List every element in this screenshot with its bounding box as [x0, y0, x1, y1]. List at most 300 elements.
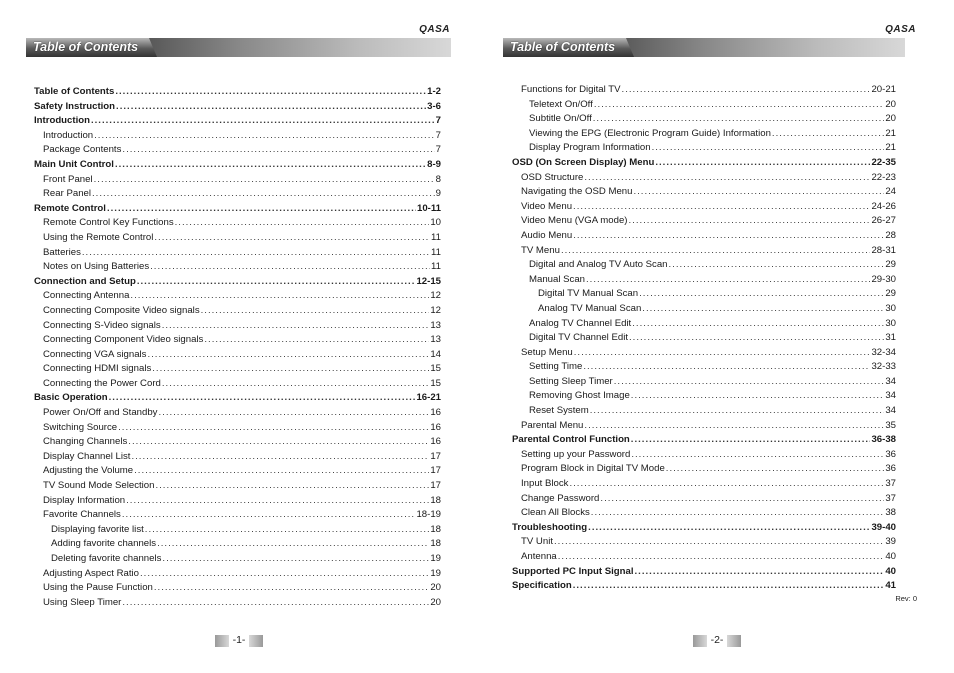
- toc-entry-title: Reset System: [529, 405, 589, 417]
- right-page: [477, 0, 954, 673]
- dot-leader: [584, 171, 870, 186]
- toc-entry: [34, 173, 441, 188]
- toc-entry-page: 20: [430, 582, 441, 594]
- dot-leader: [655, 156, 870, 171]
- toc-entry-page: 20: [430, 596, 441, 608]
- toc-entry: [512, 302, 896, 317]
- toc-entry: [512, 98, 896, 113]
- toc-entry: [512, 389, 896, 404]
- toc-entry: [34, 319, 441, 334]
- toc-entry: [512, 171, 896, 186]
- dot-leader: [155, 479, 429, 494]
- page-footer: [693, 635, 741, 647]
- toc-entry-page: 32-33: [871, 361, 896, 373]
- dot-leader: [162, 552, 429, 567]
- toc-entry-title: Audio Menu: [521, 229, 573, 241]
- toc-entry: [34, 100, 441, 115]
- toc-entry-title: Connecting VGA signals: [43, 348, 147, 360]
- toc-entry-page: 39-40: [871, 521, 896, 533]
- toc-entry-page: 7: [435, 129, 441, 141]
- toc-entry-title: Parental Control Function: [512, 434, 630, 446]
- dot-leader: [201, 304, 430, 319]
- toc-entry-page: 29: [885, 288, 896, 300]
- dot-leader: [140, 567, 429, 582]
- toc-entry-title: Displaying favorite list: [51, 523, 144, 535]
- dot-leader: [122, 143, 434, 158]
- dot-leader: [145, 523, 430, 538]
- toc-entry: [34, 348, 441, 363]
- page-number: -2-: [710, 634, 724, 646]
- dot-leader: [635, 565, 885, 580]
- toc-entry-page: 11: [431, 246, 441, 258]
- toc-entry: [512, 200, 896, 215]
- dot-leader: [669, 258, 885, 273]
- dot-leader: [588, 521, 870, 536]
- dot-leader: [583, 360, 870, 375]
- toc-entry-page: 28: [885, 229, 896, 241]
- toc-entry-page: 16: [430, 436, 441, 448]
- toc-entry-title: Notes on Using Batteries: [43, 261, 150, 273]
- toc-entry-page: 40: [885, 565, 896, 577]
- toc-entry-page: 3-6: [427, 100, 441, 112]
- toc-entry-title: Setting Sleep Timer: [529, 375, 613, 387]
- dot-leader: [594, 98, 885, 113]
- toc-entry: [34, 537, 441, 552]
- toc-entry-title: Change Password: [521, 492, 600, 504]
- toc-entry: [34, 523, 441, 538]
- toc-entry-title: Switching Source: [43, 421, 118, 433]
- toc-entry-page: 37: [885, 492, 896, 504]
- toc-entry-title: Adding favorite channels: [51, 538, 157, 550]
- toc-entry-page: 35: [885, 419, 896, 431]
- toc-entry-page: 16: [430, 421, 441, 433]
- toc-entry-title: Connection and Setup: [34, 275, 136, 287]
- toc-entry: [512, 404, 896, 419]
- toc-entry: [34, 391, 441, 406]
- toc-entry-page: 38: [885, 507, 896, 519]
- toc-entry-page: 1-2: [427, 86, 441, 97]
- toc-entry: [34, 275, 441, 290]
- toc-entry-title: Changing Channels: [43, 436, 128, 448]
- toc-entry-title: Using the Remote Control: [43, 231, 154, 243]
- dot-leader: [573, 229, 884, 244]
- toc-entry-title: Display Program Information: [529, 142, 651, 154]
- toc-entry-page: 18: [430, 538, 441, 550]
- toc-entry-title: Batteries: [43, 246, 81, 258]
- dot-leader: [586, 273, 870, 288]
- toc-entry-title: Video Menu: [521, 200, 573, 212]
- toc-entry-page: 20: [885, 113, 896, 125]
- toc-entry-page: 34: [885, 375, 896, 387]
- dot-leader: [629, 331, 884, 346]
- toc-entry-page: 16: [430, 407, 441, 419]
- toc-entry-title: Parental Menu: [521, 419, 584, 431]
- toc-entry: [512, 550, 896, 565]
- toc-entry-title: Teletext On/Off: [529, 98, 593, 110]
- toc-entry-title: Clean All Blocks: [521, 507, 590, 519]
- toc-entry: [34, 581, 441, 596]
- footer-block-right: [727, 635, 741, 647]
- toc-entry-page: 16-21: [416, 392, 441, 404]
- toc-entry-title: Power On/Off and Standby: [43, 407, 158, 419]
- toc-entry-title: Package Contents: [43, 144, 122, 156]
- toc-entry: [512, 565, 896, 580]
- toc-entry-title: Subtitle On/Off: [529, 113, 592, 125]
- dot-leader: [600, 492, 884, 507]
- dot-leader: [632, 317, 884, 332]
- toc-entry: [512, 492, 896, 507]
- toc-entry-page: 9: [435, 188, 441, 200]
- toc-entry: [512, 127, 896, 142]
- dot-leader: [115, 158, 426, 173]
- toc-entry-title: Connecting S-Video signals: [43, 319, 161, 331]
- toc-entry-title: Basic Operation: [34, 392, 108, 404]
- dot-leader: [94, 129, 435, 144]
- toc-entry-page: 8-9: [427, 158, 441, 170]
- toc-entry: [34, 289, 441, 304]
- toc-entry: [512, 112, 896, 127]
- toc-entry-page: 31: [885, 332, 896, 344]
- toc-entry-page: 37: [885, 478, 896, 490]
- toc-entry-title: Video Menu (VGA mode): [521, 215, 628, 227]
- toc-entry: [512, 83, 896, 98]
- toc-entry-page: 41: [885, 580, 896, 592]
- toc-entry: [34, 596, 441, 611]
- toc-entry-page: 12-15: [416, 275, 441, 287]
- toc-entry-page: 11: [431, 261, 441, 273]
- dot-leader: [574, 346, 871, 361]
- toc-entry-page: 29-30: [871, 273, 896, 285]
- toc-entry-page: 22-23: [871, 171, 896, 183]
- toc-entry-title: Setup Menu: [521, 346, 573, 358]
- toc-entry: [34, 158, 441, 173]
- toc-banner: [503, 38, 905, 57]
- dot-leader: [91, 114, 435, 129]
- dot-leader: [631, 433, 871, 448]
- toc-entry-title: TV Unit: [521, 536, 553, 548]
- toc-entry-title: Remote Control Key Functions: [43, 217, 174, 229]
- toc-entry: [512, 521, 896, 536]
- dot-leader: [642, 302, 884, 317]
- dot-leader: [126, 494, 429, 509]
- dot-leader: [122, 596, 429, 611]
- toc-entry-page: 10: [430, 217, 441, 229]
- dot-leader: [631, 389, 885, 404]
- footer-block-left: [215, 635, 229, 647]
- toc-entry-title: Analog TV Channel Edit: [529, 317, 632, 329]
- dot-leader: [614, 375, 885, 390]
- toc-entry: [34, 216, 441, 231]
- dot-leader: [162, 377, 429, 392]
- dot-leader: [158, 406, 429, 421]
- toc-entry-title: Input Block: [521, 478, 569, 490]
- toc-entry: [512, 419, 896, 434]
- toc-entry-page: 8: [435, 173, 441, 185]
- dot-leader: [150, 260, 430, 275]
- toc-entry-page: 26-27: [871, 215, 896, 227]
- dot-leader: [593, 112, 885, 127]
- toc-entry-title: Digital TV Channel Edit: [529, 332, 629, 344]
- toc-entry-title: Connecting HDMI signals: [43, 363, 152, 375]
- dot-leader: [561, 244, 871, 259]
- dot-leader: [162, 319, 430, 334]
- toc-entry-title: Supported PC Input Signal: [512, 565, 634, 577]
- revision-label: Rev: 0: [895, 594, 917, 603]
- toc-entry: [512, 346, 896, 361]
- toc-entry: [512, 185, 896, 200]
- dot-leader: [652, 141, 885, 156]
- toc-entry: [512, 448, 896, 463]
- toc-entry-title: Troubleshooting: [512, 521, 588, 533]
- toc-entry-page: 40: [885, 551, 896, 562]
- toc-entry: [34, 114, 441, 129]
- toc-entry-page: 18: [430, 523, 441, 535]
- toc-entry: [512, 360, 896, 375]
- dot-leader: [639, 287, 884, 302]
- toc-entry-title: TV Sound Mode Selection: [43, 480, 155, 492]
- toc-entry-page: 36: [885, 448, 896, 460]
- dot-leader: [772, 127, 884, 142]
- dot-leader: [558, 550, 885, 565]
- toc-entry: [34, 479, 441, 494]
- toc-entry-page: 30: [885, 302, 896, 314]
- toc-entry-title: Digital TV Manual Scan: [538, 288, 639, 300]
- dot-leader: [573, 200, 870, 215]
- toc-entry-title: Display Channel List: [43, 450, 131, 462]
- dot-leader: [92, 187, 435, 202]
- dot-leader: [134, 464, 429, 479]
- dot-leader: [94, 173, 435, 188]
- dot-leader: [152, 362, 429, 377]
- dot-leader: [115, 85, 426, 100]
- toc-entry-title: OSD Structure: [521, 171, 584, 183]
- dot-leader: [154, 581, 429, 596]
- toc-entry-page: 18-19: [416, 509, 441, 521]
- toc-entry-page: 21: [885, 142, 896, 154]
- toc-entry-title: Functions for Digital TV: [521, 84, 621, 95]
- toc-entry-page: 15: [430, 377, 441, 389]
- toc-entry-page: 28-31: [871, 244, 896, 256]
- toc-entry: [34, 552, 441, 567]
- toc-entry: [34, 231, 441, 246]
- toc-entry-title: Setting up your Password: [521, 448, 631, 460]
- dot-leader: [666, 462, 885, 477]
- toc-entry: [34, 202, 441, 217]
- toc-entry-title: Adjusting Aspect Ratio: [43, 567, 139, 579]
- toc-entry-title: Introduction: [43, 129, 94, 141]
- toc-entry-page: 14: [430, 348, 441, 360]
- toc-entry-page: 7: [435, 144, 441, 156]
- toc-entry-page: 17: [430, 465, 441, 477]
- toc-entry-title: Connecting Antenna: [43, 290, 130, 302]
- toc-entry-title: Deleting favorite channels: [51, 553, 162, 564]
- dot-leader: [554, 535, 884, 550]
- toc-entry: [34, 377, 441, 392]
- toc-entry-page: 24-26: [871, 200, 896, 212]
- toc-entry: [512, 287, 896, 302]
- toc-entry-title: Favorite Channels: [43, 509, 121, 521]
- toc-entry-page: 24: [885, 186, 896, 198]
- toc-entry: [34, 362, 441, 377]
- toc-entry-page: 12: [430, 290, 441, 302]
- toc-entry-title: Setting Time: [529, 361, 583, 373]
- toc-entry: [512, 331, 896, 346]
- toc-entry-title: Rear Panel: [43, 188, 91, 200]
- toc-entry: [512, 535, 896, 550]
- toc-entry-page: 39: [885, 536, 896, 548]
- dot-leader: [137, 275, 416, 290]
- toc-entry-page: 7: [435, 115, 441, 127]
- toc-entry-page: 10-11: [416, 202, 441, 214]
- toc-entry-page: 34: [885, 405, 896, 417]
- dot-leader: [622, 83, 871, 98]
- toc-entry-title: Manual Scan: [529, 273, 585, 285]
- brand-logo: QASA: [419, 24, 450, 35]
- toc-entry: [512, 214, 896, 229]
- toc-entry-title: Antenna: [521, 551, 557, 562]
- dot-leader: [154, 231, 430, 246]
- toc-entry-page: 22-35: [871, 156, 896, 168]
- banner-title: Table of Contents: [510, 40, 616, 54]
- toc-entry: [512, 477, 896, 492]
- toc-entry-title: Using the Pause Function: [43, 582, 153, 594]
- toc-entry-title: Viewing the EPG (Electronic Program Guide) Information: [529, 127, 771, 139]
- toc-entry-title: Specification: [512, 580, 572, 592]
- toc-entry-page: 18: [430, 494, 441, 506]
- toc-entry-title: Adjusting the Volume: [43, 465, 134, 477]
- dot-leader: [107, 202, 416, 217]
- footer-block-left: [693, 635, 707, 647]
- toc-entry: [34, 304, 441, 319]
- toc-entry-title: TV Menu: [521, 244, 560, 256]
- toc-entry: [34, 246, 441, 261]
- toc-entry-page: 20: [885, 98, 896, 110]
- toc-entry: [512, 244, 896, 259]
- toc-entry-page: 29: [885, 259, 896, 271]
- toc-entry-page: 36-38: [871, 434, 896, 446]
- toc-entry: [512, 579, 896, 594]
- toc-entry-title: Connecting Component Video signals: [43, 334, 204, 346]
- toc-entry-page: 13: [430, 319, 441, 331]
- toc-entry: [34, 567, 441, 582]
- toc-entry-page: 20-21: [871, 84, 896, 95]
- toc-entry: [34, 406, 441, 421]
- dot-leader: [82, 246, 430, 261]
- toc-entry-page: 13: [430, 334, 441, 346]
- dot-leader: [569, 477, 884, 492]
- toc-entry-page: 17: [430, 450, 441, 462]
- toc-entry: [34, 421, 441, 436]
- toc-entry-title: Digital and Analog TV Auto Scan: [529, 259, 668, 271]
- toc-list: [512, 83, 896, 594]
- toc-entry-page: 17: [430, 480, 441, 492]
- toc-entry: [34, 143, 441, 158]
- toc-entry: [512, 433, 896, 448]
- dot-leader: [122, 508, 416, 523]
- dot-leader: [109, 391, 416, 406]
- toc-entry: [34, 260, 441, 275]
- toc-entry: [512, 273, 896, 288]
- toc-entry-title: Removing Ghost Image: [529, 390, 630, 402]
- toc-entry: [512, 141, 896, 156]
- footer-block-right: [249, 635, 263, 647]
- brand-logo: QASA: [885, 24, 916, 35]
- toc-entry-title: Table of Contents: [34, 86, 115, 97]
- toc-entry: [34, 435, 441, 450]
- dot-leader: [204, 333, 429, 348]
- toc-entry: [512, 258, 896, 273]
- dot-leader: [116, 100, 426, 115]
- toc-entry-title: Main Unit Control: [34, 158, 114, 170]
- toc-entry-title: Connecting the Power Cord: [43, 377, 161, 389]
- toc-entry: [512, 506, 896, 521]
- toc-entry-title: Connecting Composite Video signals: [43, 304, 200, 316]
- dot-leader: [573, 579, 885, 594]
- dot-leader: [584, 419, 884, 434]
- toc-entry: [512, 156, 896, 171]
- dot-leader: [628, 214, 870, 229]
- dot-leader: [128, 435, 429, 450]
- toc-entry-title: Display Information: [43, 494, 126, 506]
- dot-leader: [131, 450, 429, 465]
- toc-entry-title: Safety Instruction: [34, 100, 116, 112]
- toc-entry-title: Navigating the OSD Menu: [521, 186, 633, 198]
- toc-entry: [34, 508, 441, 523]
- dot-leader: [633, 185, 884, 200]
- dot-leader: [157, 537, 429, 552]
- toc-entry-title: Using Sleep Timer: [43, 596, 122, 608]
- toc-entry: [34, 187, 441, 202]
- dot-leader: [130, 289, 429, 304]
- page-number: -1-: [232, 634, 246, 646]
- toc-entry: [512, 229, 896, 244]
- banner-title: Table of Contents: [33, 40, 139, 54]
- dot-leader: [175, 216, 430, 231]
- toc-list: [34, 85, 441, 610]
- toc-entry-page: 15: [430, 363, 441, 375]
- dot-leader: [118, 421, 429, 436]
- toc-entry-title: Analog TV Manual Scan: [538, 302, 642, 314]
- toc-entry-title: OSD (On Screen Display) Menu: [512, 156, 655, 168]
- toc-entry: [512, 462, 896, 477]
- toc-entry-page: 12: [430, 304, 441, 316]
- dot-leader: [590, 404, 885, 419]
- toc-entry-page: 32-34: [871, 346, 896, 358]
- toc-entry-page: 21: [885, 127, 896, 139]
- toc-entry-title: Introduction: [34, 115, 90, 127]
- toc-entry-title: Front Panel: [43, 173, 93, 185]
- toc-entry: [34, 464, 441, 479]
- toc-entry-page: 34: [885, 390, 896, 402]
- toc-entry: [34, 333, 441, 348]
- toc-entry-page: 19: [430, 553, 441, 564]
- toc-entry-page: 11: [431, 231, 441, 243]
- toc-entry-page: 30: [885, 317, 896, 329]
- dot-leader: [147, 348, 429, 363]
- toc-entry: [34, 129, 441, 144]
- dot-leader: [591, 506, 885, 521]
- toc-entry: [34, 85, 441, 100]
- toc-entry: [34, 494, 441, 509]
- toc-entry-title: Program Block in Digital TV Mode: [521, 463, 665, 475]
- toc-entry: [34, 450, 441, 465]
- toc-entry: [512, 317, 896, 332]
- dot-leader: [631, 448, 884, 463]
- toc-entry: [512, 375, 896, 390]
- toc-banner: [26, 38, 451, 57]
- toc-entry-page: 36: [885, 463, 896, 475]
- page-footer: [215, 635, 263, 647]
